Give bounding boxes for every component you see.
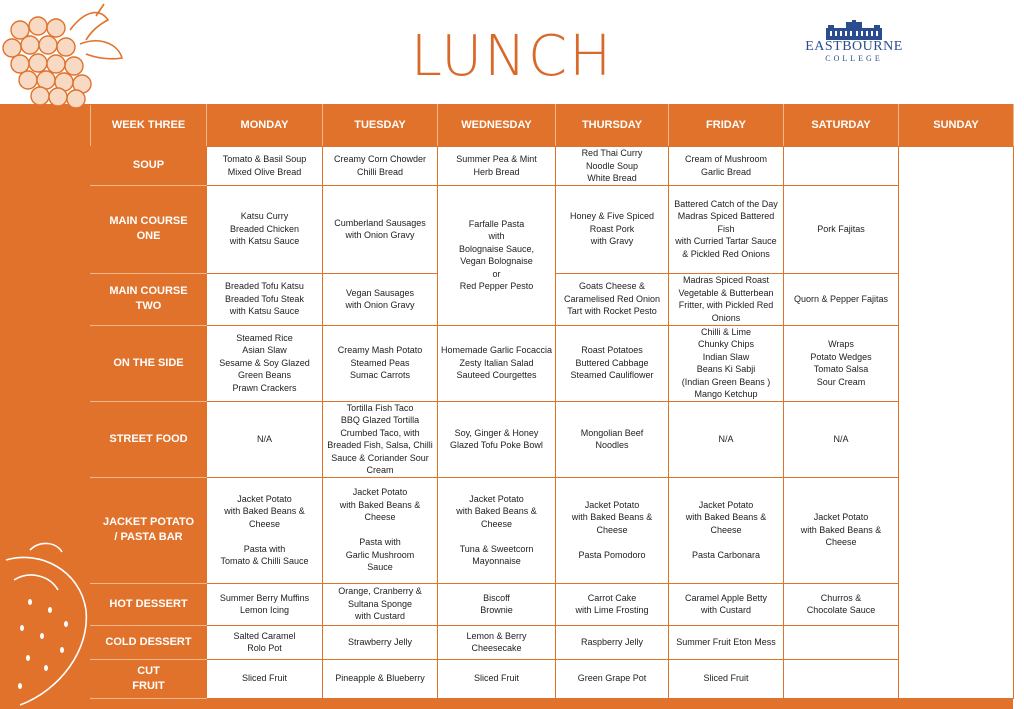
menu-cell: Jacket Potato with Baked Beans & Cheese Pasta Carbonara	[669, 477, 784, 583]
menu-table	[90, 104, 1014, 699]
row-label: CUT FRUIT	[91, 659, 207, 698]
header-friday: FRIDAY	[669, 105, 784, 147]
menu-cell: Summer Fruit Eton Mess	[669, 625, 784, 659]
logo-sub: COLLEGE	[825, 54, 883, 63]
menu-cell: Roast Potatoes Buttered Cabbage Steamed Cauliflower	[556, 325, 669, 401]
table-row	[91, 477, 1014, 583]
menu-cell: Churros & Chocolate Sauce	[784, 583, 899, 625]
table-row	[91, 185, 1014, 273]
menu-cell: N/A	[207, 401, 323, 477]
row-label: ON THE SIDE	[91, 325, 207, 401]
menu-cell: Raspberry Jelly	[556, 625, 669, 659]
menu-cell: Farfalle Pasta with Bolognaise Sauce, Vegan Bolognaise or Red Pepper Pesto	[438, 185, 556, 325]
row-label: SOUP	[91, 147, 207, 186]
table-row	[91, 583, 1014, 625]
menu-cell: Lemon & Berry Cheesecake	[438, 625, 556, 659]
menu-cell: Jacket Potato with Baked Beans & Cheese Pasta Pomodoro	[556, 477, 669, 583]
menu-cell: Pork Fajitas	[784, 185, 899, 273]
menu-cell: Summer Berry Muffins Lemon Icing	[207, 583, 323, 625]
menu-cell: Carrot Cake with Lime Frosting	[556, 583, 669, 625]
menu-cell: Katsu Curry Breaded Chicken with Katsu Sauce	[207, 185, 323, 273]
header-thursday: THURSDAY	[556, 105, 669, 147]
logo-name: EASTBOURNE	[805, 39, 903, 54]
menu-cell: Strawberry Jelly	[323, 625, 438, 659]
menu-cell: Salted Caramel Rolo Pot	[207, 625, 323, 659]
row-label: MAIN COURSE ONE	[91, 185, 207, 273]
menu-cell: Cumberland Sausages with Onion Gravy	[323, 185, 438, 273]
menu-cell: Summer Pea & Mint Herb Bread	[438, 147, 556, 186]
menu-cell: N/A	[669, 401, 784, 477]
menu-cell	[784, 659, 899, 698]
menu-cell: Orange, Cranberry & Sultana Sponge with Custard	[323, 583, 438, 625]
sunday-column	[899, 147, 1014, 699]
menu-cell: Jacket Potato with Baked Beans & Cheese	[784, 477, 899, 583]
menu-cell: Sliced Fruit	[207, 659, 323, 698]
menu-cell: Chilli & Lime Chunky Chips Indian Slaw Beans Ki Sabji (Indian Green Beans ) Mango Ketchup	[669, 325, 784, 401]
menu-cell: Vegan Sausages with Onion Gravy	[323, 273, 438, 325]
header-tuesday: TUESDAY	[323, 105, 438, 147]
menu-cell: Red Thai Curry Noodle Soup White Bread	[556, 147, 669, 186]
header-week: WEEK THREE	[91, 105, 207, 147]
menu-cell	[784, 147, 899, 186]
menu-cell: Steamed Rice Asian Slaw Sesame & Soy Glazed Green Beans Prawn Crackers	[207, 325, 323, 401]
menu-cell: Jacket Potato with Baked Beans & Cheese Pasta with Garlic Mushroom Sauce	[323, 477, 438, 583]
menu-cell: Sliced Fruit	[669, 659, 784, 698]
header-monday: MONDAY	[207, 105, 323, 147]
row-label: COLD DESSERT	[91, 625, 207, 659]
page-title: LUNCH	[410, 24, 614, 89]
menu-cell: Jacket Potato with Baked Beans & Cheese Pasta with Tomato & Chilli Sauce	[207, 477, 323, 583]
menu-cell: Madras Spiced Roast Vegetable & Butterbean Fritter, with Pickled Red Onions	[669, 273, 784, 325]
menu-cell: Soy, Ginger & Honey Glazed Tofu Poke Bowl	[438, 401, 556, 477]
menu-cell: Jacket Potato with Baked Beans & Cheese Tuna & Sweetcorn Mayonnaise	[438, 477, 556, 583]
header-wednesday: WEDNESDAY	[438, 105, 556, 147]
menu-cell: Biscoff Brownie	[438, 583, 556, 625]
table-row	[91, 147, 1014, 186]
menu-cell	[784, 625, 899, 659]
row-label: JACKET POTATO / PASTA BAR	[91, 477, 207, 583]
menu-cell: Quorn & Pepper Fajitas	[784, 273, 899, 325]
eastbourne-college-logo	[800, 20, 908, 66]
menu-cell: Breaded Tofu Katsu Breaded Tofu Steak with Katsu Sauce	[207, 273, 323, 325]
menu-cell: Mongolian Beef Noodles	[556, 401, 669, 477]
menu-cell: Goats Cheese & Caramelised Red Onion Tart with Rocket Pesto	[556, 273, 669, 325]
row-label: HOT DESSERT	[91, 583, 207, 625]
row-label: MAIN COURSE TWO	[91, 273, 207, 325]
table-row	[91, 625, 1014, 659]
menu-cell: Caramel Apple Betty with Custard	[669, 583, 784, 625]
header-sunday: SUNDAY	[899, 105, 1014, 147]
menu-cell: Homemade Garlic Focaccia Zesty Italian Salad Sauteed Courgettes	[438, 325, 556, 401]
header-row	[91, 105, 1014, 147]
menu-cell: Creamy Corn Chowder Chilli Bread	[323, 147, 438, 186]
menu-cell: Tortilla Fish Taco BBQ Glazed Tortilla Crumbed Taco, with Breaded Fish, Salsa, Chilli Sauce & Coriander Sour Cream	[323, 401, 438, 477]
menu-cell: Honey & Five Spiced Roast Pork with Gravy	[556, 185, 669, 273]
menu-cell: Wraps Potato Wedges Tomato Salsa Sour Cream	[784, 325, 899, 401]
row-label: STREET FOOD	[91, 401, 207, 477]
menu-cell: Creamy Mash Potato Steamed Peas Sumac Carrots	[323, 325, 438, 401]
menu-cell: Tomato & Basil Soup Mixed Olive Bread	[207, 147, 323, 186]
menu-cell: Battered Catch of the Day Madras Spiced Battered Fish with Curried Tartar Sauce & Pickled Red Onions	[669, 185, 784, 273]
menu-cell: Green Grape Pot	[556, 659, 669, 698]
college-building-icon	[824, 20, 884, 40]
header-saturday: SATURDAY	[784, 105, 899, 147]
menu-cell: Pineapple & Blueberry	[323, 659, 438, 698]
menu-cell: N/A	[784, 401, 899, 477]
menu-cell: Sliced Fruit	[438, 659, 556, 698]
menu-cell: Cream of Mushroom Garlic Bread	[669, 147, 784, 186]
table-row	[91, 659, 1014, 698]
strawberry-illustration-icon	[0, 540, 92, 709]
table-row	[91, 325, 1014, 401]
table-row	[91, 401, 1014, 477]
